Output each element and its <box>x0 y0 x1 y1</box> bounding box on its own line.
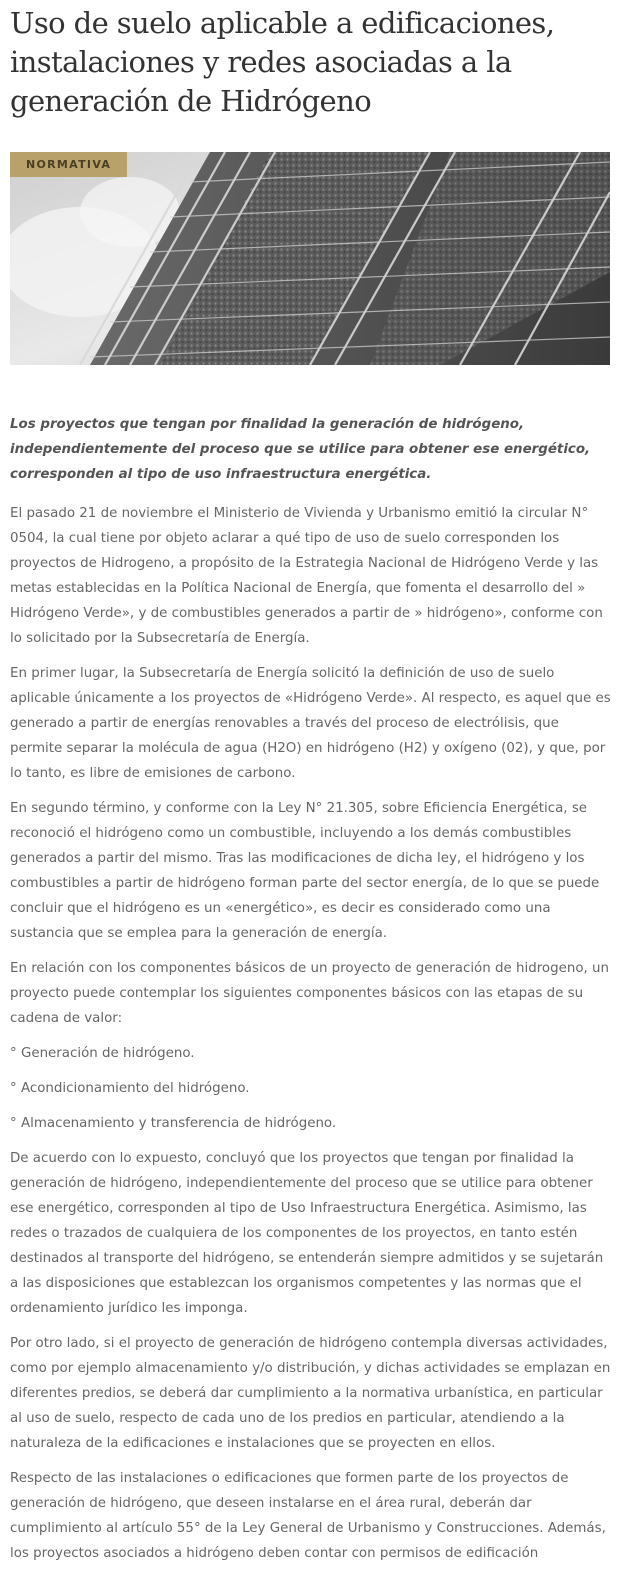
paragraph: El pasado 21 de noviembre el Ministerio de Vivienda y Urbanismo emitió la circular N° 0504, la cual tiene por objeto aclarar a qué tipo de uso de suelo corresponden los proyectos de Hidrogeno, a propósito de la Estrategia Nacional de Hidrógeno Verde y las metas establecidas en la Política Nacional de Energía, que fomenta el desarrollo del » Hidrógeno Verde», y de combustibles generados a partir de » hidrógeno», conforme con lo solicitado por la Subsecretaría de Energía. <box>10 506 603 646</box>
article-title: Uso de suelo aplicable a edificaciones, instalaciones y redes asociadas a la generación de Hidrógeno <box>10 6 555 118</box>
article-lead: Los proyectos que tengan por finalidad la generación de hidrógeno, independientemente del proceso que se utilice para obtener ese energético, corresponden al tipo de uso infraestructura energética. <box>10 417 591 482</box>
list-item: ° Acondicionamiento del hidrógeno. <box>10 1081 250 1096</box>
list-item: ° Generación de hidrógeno. <box>10 1046 195 1061</box>
building-facade-photo <box>10 152 610 365</box>
paragraph: En segundo término, y conforme con la Ley N° 21.305, sobre Eficiencia Energética, se reconoció el hidrógeno como un combustible, incluyendo a los demás combustibles generados a partir del mismo. Tras las modificaciones de dicha ley, el hidrógeno y los combustibles a partir de hidrógeno forman parte del sector energía, de lo que se puede concluir que el hidrógeno es un «energético», es decir es considerado como una sustancia que se emplea para la generación de energía. <box>10 801 600 941</box>
paragraph: En primer lugar, la Subsecretaría de Energía solicitó la definición de uso de suelo aplicable únicamente a los proyectos de «Hidrógeno Verde». Al respecto, es aquel que es generado a partir de energías renovables a través del proceso de electrólisis, que permite separar la molécula de agua (H2O) en hidrógeno (H2) y oxígeno (02), y que, por lo tanto, es libre de emisiones de carbono. <box>10 666 611 781</box>
paragraph: De acuerdo con lo expuesto, concluyó que los proyectos que tengan por finalidad la generación de hidrógeno, independientemente del proceso que se utilice para obtener ese energético, corresponden al tipo de Uso Infraestructura Energética. Asimismo, las redes o trazados de cualquiera de los componentes de los proyectos, en tanto estén destinados al transporte del hidrógeno, se entenderán siempre admitidos y se sujetarán a las disposiciones que establezcan los organismos competentes y las normas que el ordenamiento jurídico les imponga. <box>10 1151 604 1316</box>
article-body <box>10 412 615 1576</box>
paragraph: Respecto de las instalaciones o edificaciones que formen parte de los proyectos de generación de hidrógeno, que deseen instalarse en el área rural, deberán dar cumplimiento al artículo 55° de la Ley General de Urbanismo y Construcciones. Además, los proyectos asociados a hidrógeno deben contar con permisos de edificación <box>10 1471 606 1561</box>
hero-image <box>10 152 610 365</box>
category-badge[interactable]: NORMATIVA <box>10 152 127 177</box>
paragraph: Por otro lado, si el proyecto de generación de hidrógeno contempla diversas actividades, como por ejemplo almacenamiento y/o distribución, y dichas actividades se emplazan en diferentes predios, se deberá dar cumplimiento a la normativa urbanística, en particular al uso de suelo, respecto de cada uno de los predios en particular, atendiendo a la naturaleza de la edificaciones e instalaciones que se proyecten en ellos. <box>10 1336 611 1451</box>
list-item: ° Almacenamiento y transferencia de hidrógeno. <box>10 1116 337 1131</box>
paragraph: En relación con los componentes básicos de un proyecto de generación de hidrogeno, un proyecto puede contemplar los siguientes componentes básicos con las etapas de su cadena de valor: <box>10 961 610 1026</box>
